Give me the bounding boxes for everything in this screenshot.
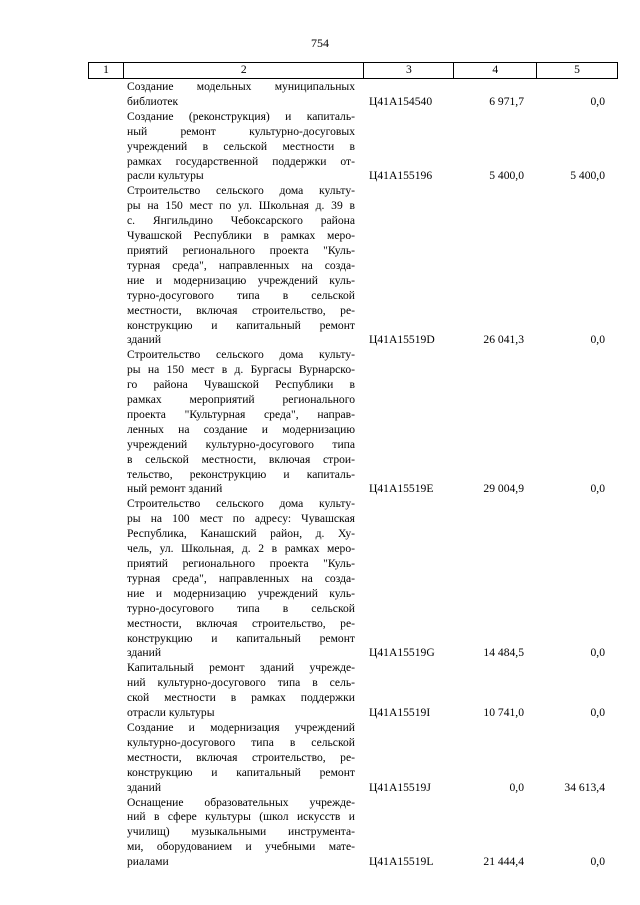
row-value-column-5: 34 613,4 [564,780,605,794]
description-line: ный ремонт культурно-досуговых [127,124,355,138]
description-line: риалами [127,855,169,869]
row-description [127,796,355,871]
description-line: ры на 150 мест по ул. Школьная д. 39 в [127,199,355,213]
description-line: ний в сфере культуры (школ искусств и [127,810,355,824]
description-line: конструкцию и капитальный ремонт [127,318,355,332]
description-line: рамках государственной поддержки от- [127,154,355,168]
table-row [88,348,618,497]
description-line: с. Янгильдино Чебоксарского района [127,214,355,228]
description-line: ми, оборудованием и учебными мате- [127,840,355,854]
column-header-3: 3 [364,63,454,78]
description-line: учреждений культурно-досугового типа [127,437,355,451]
description-line: Чувашской Республики в рамках меро- [127,229,355,243]
table-row [88,110,618,185]
description-line: местности, включая строительство, ре- [127,303,355,317]
row-description [127,661,355,721]
description-line: конструкцию и капитальный ремонт [127,765,355,779]
table-row [88,80,618,110]
row-value-column-5: 0,0 [590,646,605,660]
description-line: учреждений в сельской местности в [127,139,355,153]
row-value-column-4: 0,0 [509,780,524,794]
row-value-column-5: 5 400,0 [570,169,605,183]
row-value-column-4: 21 444,4 [483,855,524,869]
description-line: Строительство сельского дома культу- [127,497,355,511]
row-code: Ц41А15519L [369,855,434,869]
description-line: Строительство сельского дома культу- [127,184,355,198]
table-row [88,796,618,871]
row-value-column-4: 29 004,9 [483,482,524,496]
description-line: в сельской местности, включая строи- [127,452,355,466]
row-value-column-4: 5 400,0 [489,169,524,183]
description-line: турная среда", направленных на созда- [127,258,355,272]
description-line: Создание и модернизация учреждений [127,720,355,734]
description-line: культурно-досугового типа в сельской [127,735,355,749]
description-line: конструкцию и капитальный ремонт [127,631,355,645]
description-line: местности, включая строительство, ре- [127,616,355,630]
budget-table [88,62,618,870]
row-value-column-5: 0,0 [590,706,605,720]
description-line: турно-досугового типа в сельской [127,288,355,302]
description-line: зданий [127,780,162,794]
description-line: Создание модельных муниципальных [127,80,355,93]
description-line: ленных на создание и модернизацию [127,422,355,436]
description-line: турная среда", направленных на созда- [127,571,355,585]
row-code: Ц41А15519G [369,646,435,660]
description-line: го района Чувашской Республики в [127,378,355,392]
row-code: Ц41А15519D [369,333,435,347]
description-line: библиотек [127,94,179,108]
row-code: Ц41А15519J [369,780,431,794]
description-line: ры на 100 мест по адресу: Чувашская [127,512,355,526]
description-line: Капитальный ремонт зданий учрежде- [127,661,355,675]
description-line: отрасли культуры [127,706,215,720]
description-line: ный ремонт зданий [127,482,223,496]
description-line: Оснащение образовательных учрежде- [127,795,355,809]
row-value-column-5: 0,0 [590,482,605,496]
row-description [127,348,355,497]
row-value-column-4: 26 041,3 [483,333,524,347]
description-line: чель, ул. Школьная, д. 2 в рамках меро- [127,542,355,556]
row-value-column-5: 0,0 [590,94,605,108]
row-code: Ц41А15519E [369,482,434,496]
row-code: Ц41А154540 [369,94,433,108]
row-value-column-5: 0,0 [590,855,605,869]
description-line: зданий [127,333,162,347]
column-header-1: 1 [89,63,124,78]
description-line: местности, включая строительство, ре- [127,750,355,764]
description-line: турно-досугового типа в сельской [127,601,355,615]
column-header-2: 2 [124,63,365,78]
description-line: Республика, Канашский район, д. Ху- [127,527,355,541]
row-code: Ц41А155196 [369,169,433,183]
description-line: ний культурно-досугового типа в сель- [127,676,355,690]
column-header-5: 5 [537,63,618,78]
table-row [88,184,618,348]
description-line: рамках мероприятий регионального [127,393,355,407]
description-line: ние и модернизацию учреждений куль- [127,586,355,600]
table-body [88,79,618,870]
description-line: проекта "Культурная среда", направ- [127,407,355,421]
row-value-column-4: 10 741,0 [483,706,524,720]
description-line: ры на 150 мест в д. Бургасы Вурнарско- [127,363,355,377]
description-line: зданий [127,646,162,660]
description-line: Создание (реконструкция) и капиталь- [127,109,355,123]
row-description [127,80,355,110]
row-description [127,497,355,661]
page-number: 754 [311,36,329,50]
description-line: приятий регионального проекта "Куль- [127,557,355,570]
table-row [88,497,618,661]
description-line: ской местности в рамках поддержки [127,691,355,705]
row-value-column-4: 14 484,5 [483,646,524,660]
description-line: приятий регионального проекта "Куль- [127,243,355,257]
row-value-column-5: 0,0 [590,333,605,347]
description-line: училищ) музыкальными инструмента- [127,825,355,839]
row-description [127,184,355,348]
row-code: Ц41А15519I [369,706,431,720]
description-line: ние и модернизацию учреждений куль- [127,273,355,287]
row-value-column-4: 6 971,7 [489,94,524,108]
table-row [88,661,618,721]
description-line: тельство, реконструкцию и капиталь- [127,467,355,481]
description-line: расли культуры [127,169,204,183]
table-row [88,721,618,796]
table-header [88,62,618,79]
row-description [127,110,355,185]
row-description [127,721,355,796]
column-header-4: 4 [454,63,537,78]
description-line: Строительство сельского дома культу- [127,348,355,362]
